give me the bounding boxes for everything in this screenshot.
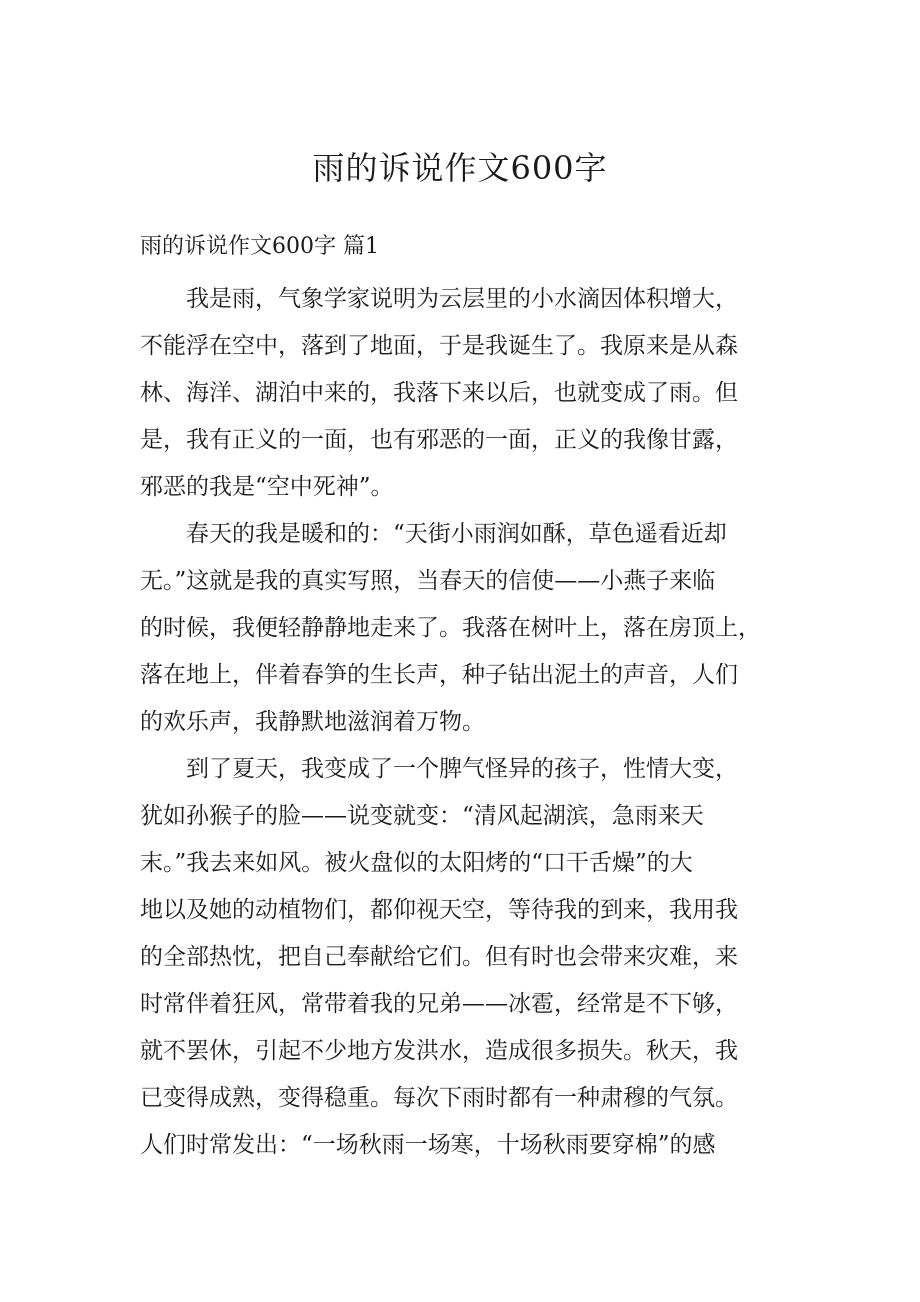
text-line: 的时候，我便轻静静地走来了。我落在树叶上，落在房顶上，	[140, 615, 761, 641]
text-line: 已变得成熟，变得稳重。每次下雨时都有一种肃穆的气氛。	[140, 1085, 738, 1111]
text-line: 落在地上，伴着春笋的生长声，种子钻出泥土的声音，人们	[140, 662, 738, 688]
document-title: 雨的诉说作文600字	[312, 149, 608, 187]
text-line: 时常伴着狂风，常带着我的兄弟——冰雹，经常是不下够，	[140, 991, 738, 1017]
text-line: 是，我有正义的一面，也有邪恶的一面，正义的我像甘露，	[140, 427, 738, 453]
section-heading: 雨的诉说作文600字 篇1	[140, 234, 379, 259]
text-line: 林、海洋、湖泊中来的，我落下来以后，也就变成了雨。但	[140, 380, 738, 406]
text-line: 到了夏天，我变成了一个脾气怪异的孩子，性情大变，	[140, 756, 738, 782]
text-line: 就不罢休，引起不少地方发洪水，造成很多损失。秋天，我	[140, 1038, 738, 1064]
text-line: 的欢乐声，我静默地滋润着万物。	[140, 709, 485, 735]
text-line: 犹如孙猴子的脸——说变就变：“清风起湖滨，急雨来天	[140, 803, 704, 829]
text-line: 我是雨，气象学家说明为云层里的小水滴因体积增大，	[140, 286, 738, 312]
essay-body	[140, 276, 800, 1169]
text-line: 人们时常发出：“一场秋雨一场寒，十场秋雨要穿棉”的感	[140, 1132, 716, 1158]
text-line: 春天的我是暖和的：“天街小雨润如酥，草色遥看近却	[140, 521, 727, 547]
text-line: 邪恶的我是“空中死神”。	[140, 474, 394, 500]
text-line: 地以及她的动植物们，都仰视天空，等待我的到来，我用我	[140, 897, 738, 923]
text-line: 末。”我去来如风。被火盘似的太阳烤的“口干舌燥”的大	[140, 850, 693, 876]
text-line: 的全部热忱，把自己奉献给它们。但有时也会带来灾难，来	[140, 944, 738, 970]
text-line: 不能浮在空中，落到了地面，于是我诞生了。我原来是从森	[140, 333, 738, 359]
text-line: 无。”这就是我的真实写照，当春天的信使——小燕子来临	[140, 568, 716, 594]
